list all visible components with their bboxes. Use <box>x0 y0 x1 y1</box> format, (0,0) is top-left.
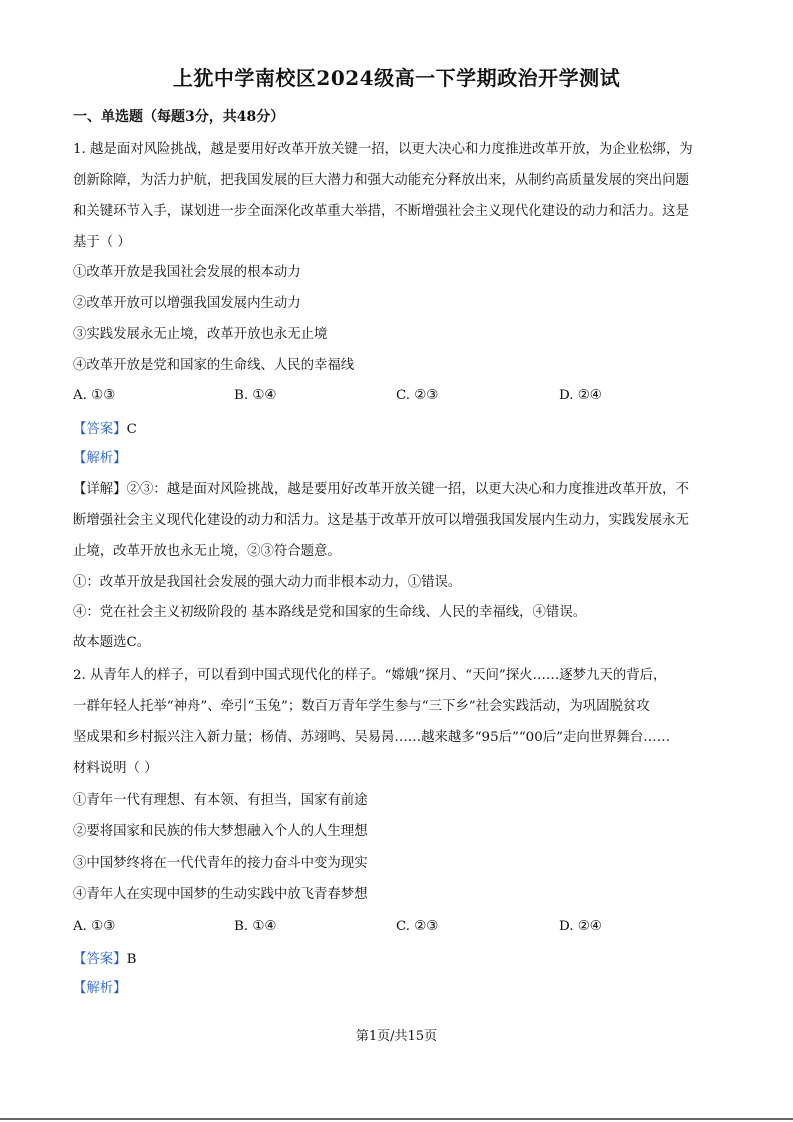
q1-answer-tag: 【答案】 <box>73 422 127 437</box>
q1-detail-line-5: ④：党在社会主义初级阶段的 基本路线是党和国家的生命线、人民的幸福线，④错误。 <box>73 605 587 620</box>
q1-stem-line-4: 基于（ ） <box>73 235 131 250</box>
q2-answer-tag: 【答案】 <box>73 952 127 967</box>
q2-item-1: ①青年一代有理想、有本领、有担当，国家有前途 <box>73 793 368 808</box>
q2-stem-line-1: 2. 从青年人的样子，可以看到中国式现代化的样子。“嫦娥”探月、“天问”探火……逐梦九天的背后， <box>73 668 667 683</box>
q1-item-1: ①改革开放是我国社会发展的根本动力 <box>73 265 301 280</box>
page-title: 上犹中学南校区2024级高一下学期政治开学测试 <box>172 66 621 90</box>
q1-analysis-tag: 【解析】 <box>73 451 127 466</box>
q1-item-4: ④改革开放是党和国家的生命线、人民的幸福线 <box>73 358 355 373</box>
q1-item-3: ③实践发展永无止境，改革开放也永无止境 <box>73 327 328 342</box>
q1-analysis-line <box>73 450 127 468</box>
q2-option-c: C. ②③ <box>396 919 439 934</box>
q2-option-d: D. ②④ <box>559 919 602 934</box>
q1-detail-line-6: 故本题选C。 <box>73 635 151 650</box>
q2-answer-value: B <box>126 952 137 967</box>
q2-answer-line <box>73 951 136 969</box>
q2-option-a: A. ①③ <box>73 919 116 934</box>
q1-detail-line-1 <box>73 481 689 499</box>
q1-answer-value: C <box>126 422 137 437</box>
q2-item-2: ②要将国家和民族的伟大梦想融入个人的人生理想 <box>73 824 368 839</box>
q2-item-3: ③中国梦终将在一代代青年的接力奋斗中变为现实 <box>73 856 368 871</box>
q1-detail-tag: 【详解】 <box>73 482 127 497</box>
q1-stem-line-3: 和关键环节入手，谋划进一步全面深化改革重大举措，不断增强社会主义现代化建设的动力和活力。这是 <box>73 204 689 219</box>
q2-analysis-line <box>73 980 127 998</box>
q2-analysis-tag: 【解析】 <box>73 981 127 996</box>
q2-stem-line-2: 一群年轻人托举“神舟”、牵引“玉兔”；数百万青年学生参与“三下乡”社会实践活动，为巩固脱贫攻 <box>73 699 650 714</box>
q1-answer-line <box>73 421 137 439</box>
q1-detail-text-1: ②③：越是面对风险挑战，越是要用好改革开放关键一招，以更大决心和力度推进改革开放，不 <box>126 482 689 497</box>
q1-options <box>73 387 723 405</box>
bottom-rule <box>0 1118 793 1120</box>
page-footer: 第1页/共15页 <box>355 1029 438 1044</box>
q2-stem-line-3: 坚成果和乡村振兴注入新力量；杨倩、苏翊鸣、吴易昺……越来越多“95后”“00后”走向世界舞台…… <box>73 730 671 745</box>
q1-option-a: A. ①③ <box>73 388 116 403</box>
q2-stem-line-4: 材料说明（ ） <box>73 761 158 776</box>
q1-option-d: D. ②④ <box>559 388 602 403</box>
q1-option-b: B. ①④ <box>234 388 277 403</box>
q2-item-4: ④青年人在实现中国梦的生动实践中放飞青春梦想 <box>73 887 368 902</box>
q1-detail-line-3: 止境，改革开放也永无止境，②③符合题意。 <box>73 544 341 559</box>
q1-stem-line-2: 创新除障，为活力护航，把我国发展的巨大潜力和强大动能充分释放出来，从制约高质量发展的突出问题 <box>73 173 689 188</box>
q2-options <box>73 918 723 936</box>
q1-item-2: ②改革开放可以增强我国发展内生动力 <box>73 296 301 311</box>
q1-detail-line-2: 断增强社会主义现代化建设的动力和活力。这是基于改革开放可以增强我国发展内生动力，实践发展永无 <box>73 513 689 528</box>
q2-option-b: B. ①④ <box>234 919 277 934</box>
section-heading: 一、单选题（每题3分，共48分） <box>73 109 285 125</box>
q1-detail-line-4: ①：改革开放是我国社会发展的强大动力而非根本动力，①错误。 <box>73 575 462 590</box>
q1-stem-line-1: 1. 越是面对风险挑战，越是要用好改革开放关键一招，以更大决心和力度推进改革开放，为企业松绑，为 <box>73 142 693 157</box>
q1-option-c: C. ②③ <box>396 388 439 403</box>
